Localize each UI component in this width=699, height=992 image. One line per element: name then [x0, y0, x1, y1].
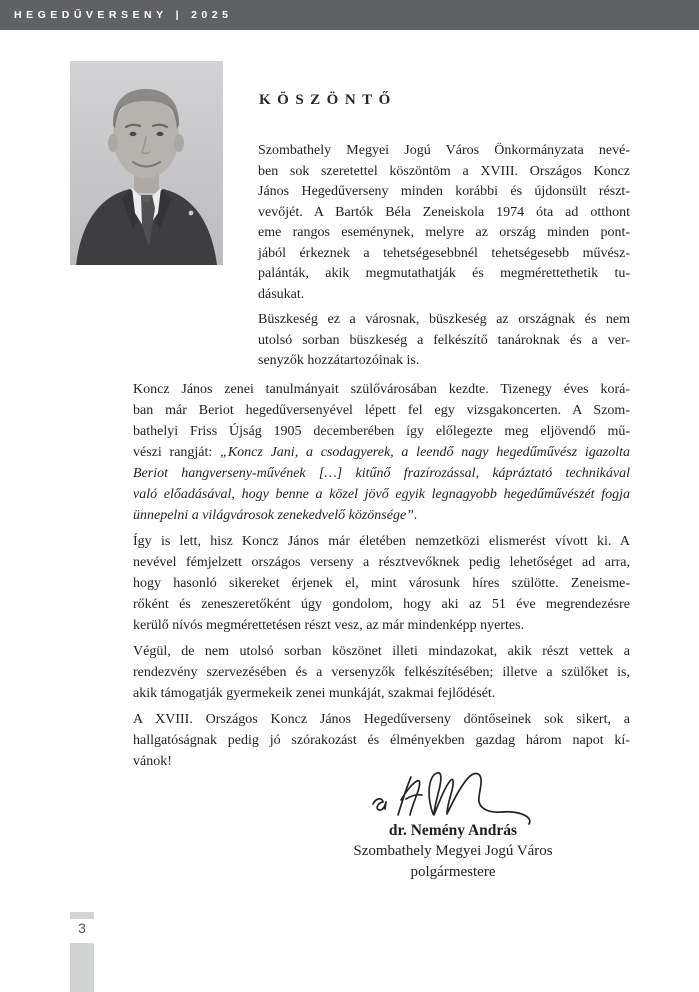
intro-paragraph-1: Szombathely Megyei Jogú Város Önkormányzata nevé- ben sok szeretettel köszöntöm a XVIII. Országos Koncz János Hegedűverseny minden korábbi és újdonsült részt- vevőjét. A Bartók Béla Zeneiskola 1974 óta ad otthont eme rangos eseménynek, melyre az ország minden pont- jából érkeznek a tehetségesebbnél tehetségesebb művész- palánták, akik megmutathatják és megmérettethetik tu- dásukat. [258, 143, 630, 302]
body-text-column [133, 379, 630, 777]
header-year-label: 2025 [191, 9, 233, 21]
header-separator: | [175, 9, 184, 21]
signer-organization: Szombathely Megyei Jogú Város [353, 843, 553, 859]
body-paragraph-3: Végül, de nem utolsó sorban köszönet illeti mindazokat, akik részt vettek a rendezvény szervezésében és a versenyzők felkészítésében; illetve a szülőket is, akik támogatják gyermekeik zenei munkáját, szakmai fejlődését. [133, 644, 630, 701]
header-competition-label: HEGEDŰVERSENY [14, 9, 168, 21]
signer-role: polgármestere [410, 864, 496, 880]
header-bar [0, 0, 699, 30]
body-paragraph-2: Így is lett, hisz Koncz János már életében nemzetközi elismerést vívott ki. A nevével fémjelzett országos verseny a résztvevőknek pedig lehetőséget ad arra, hogy hasonló sikereket érjenek el, mint városunk híres szülötte. Zeneisme- rőként és zeneszeretőként úgy gondolom, hogy aki az 51 éve megrendezésre kerülő nívós megmérettetésen részt vesz, az már mindenképp nyertes. [133, 534, 630, 633]
footer-tick-bar [70, 912, 94, 919]
page-number: 3 [78, 920, 86, 936]
body-paragraph-1: Koncz János zenei tanulmányait szülővárosában kezdte. Tizenegy éves korá- ban már Beriot hegedűversenyével lépett fel egy vizsgakoncerten. A Szom- bathelyi Friss Újság 1905 decemberében így előlegezte meg eljövendő mű- vészi rangját: „Koncz Jani, a csodagyerek, a leendő nagy hegedűművész igazolta Beriot hangverseny-művének […] kitűnő frazírozással, kápráztató technikával való előadásával, hogy benne a közel jövő egyik legnagyobb hegedűművészét fogja ünnepelni a világvárosok zenekedvelő közönsége”. [133, 382, 630, 523]
mayor-portrait-photo [70, 61, 223, 265]
intro-text-column [258, 141, 630, 377]
intro-paragraph-2: Büszkeség ez a városnak, büszkeség az országnak és nem utolsó sorban büszkeség a felkészítő tanároknak és a ver- senyzők hozzátartozóinak is. [258, 312, 630, 368]
page-title: KÖSZÖNTŐ [259, 92, 397, 108]
portrait-image [70, 61, 223, 265]
signature-stroke [365, 770, 540, 825]
footer-side-bar [70, 943, 94, 992]
signer-name: dr. Nemény András [388, 822, 518, 839]
handwritten-signature [365, 770, 540, 825]
body-paragraph-4: A XVIII. Országos Koncz János Hegedűverseny döntőseinek sok sikert, a hallgatóságnak pedig jó szórakozást és élményekben gazdag három napot kí- vánok! [133, 712, 630, 769]
signer-block [303, 820, 603, 883]
